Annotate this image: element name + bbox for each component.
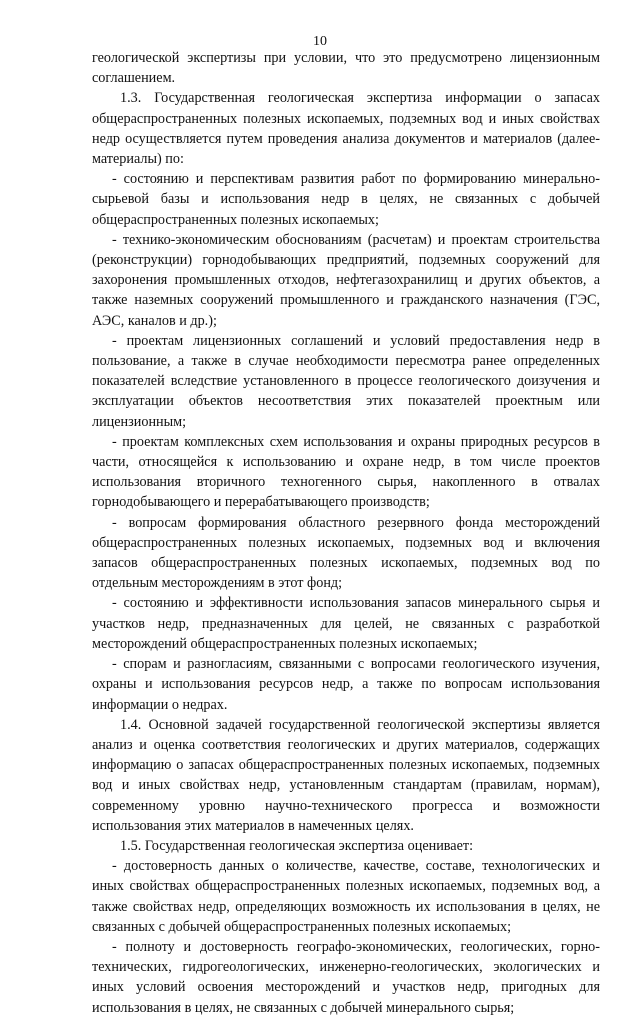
list-item: - проектам комплексных схем использования и охраны природных ресурсов в части, относящейся к использованию и охране недр, в том числе проектов использования вторичного техногенного сырья, накопленного в отвалах горнодобывающего и перерабатывающего производств; — [92, 433, 600, 511]
list-item: - спорам и разногласиям, связанными с вопросами геологического изучения, охраны и использования ресурсов недр, а также по вопросам использования информации о недрах. — [92, 656, 600, 713]
paragraph: 1.3. Государственная геологическая экспертиза информации о запасах общераспространенных полезных ископаемых, подземных вод и иных свойствах недр осуществляется путем проведения анализа документов и материалов (далее-материалы) по: — [92, 90, 600, 168]
list-item: - полноту и достоверность географо-экономических, геологических, горно-технических, гидрогеологических, инженерно-геологических, экологических и иных условий освоения месторождений и участков недр, пригодных для использования в целях, не связанных с добычей минерального сырья; — [92, 938, 600, 1016]
paragraph: 1.5. Государственная геологическая экспертиза оценивает: — [120, 837, 474, 854]
document-body — [92, 48, 600, 1018]
list-item: - технико-экономическим обоснованиям (расчетам) и проектам строительства (реконструкции) горнодобывающих предприятий, подземных сооружений для захоронения промышленных отходов, нефтегазохранилищ и других объектов, а также наземных сооружений промышленного и гражданского назначения (ГЭС, АЭС, каналов и др.); — [92, 231, 600, 329]
list-item: - вопросам формирования областного резервного фонда месторождений общераспространенных полезных ископаемых, подземных вод и включения запасов общераспространенных полезных ископаемых, подземных вод по отдельным месторождениям в этот фонд; — [92, 514, 600, 592]
paragraph: 1.4. Основной задачей государственной геологической экспертизы является анализ и оценка соответствия геологических и других материалов, содержащих информацию о запасах общераспространенных полезных ископаемых, подземных вод и иных свойствах недр, установленным стандартам (правилам, нормам), современному уровню научно-технического прогресса и возможности использования этих материалов в намеченных целях. — [92, 716, 600, 834]
list-item: - состоянию и перспективам развития работ по формированию минерально-сырьевой базы и использования недр в целях, не связанных с добычей общераспространенных полезных ископаемых; — [92, 171, 600, 228]
list-item: - проектам лицензионных соглашений и условий предоставления недр в пользование, а также в случае необходимости пересмотра ранее определенных показателей вследствие установленного в процессе геологического доизучения и эксплуатации объектов несоответствия этих показателей проектным или лицензионным; — [92, 332, 600, 430]
list-item: - достоверность данных о количестве, качестве, составе, технологических и иных свойствах общераспространенных полезных ископаемых, подземных вод, а также свойствах недр, определяющих возможность их использования в целях, не связанных с добычей общераспространенных полезных ископаемых; — [92, 858, 600, 935]
list-item: - состоянию и эффективности использования запасов минерального сырья и участков недр, предназначенных для целей, не связанных с разработкой месторождений общераспространенных полезных ископаемых; — [92, 595, 600, 652]
paragraph: геологической экспертизы при условии, что это предусмотрено лицензионным соглашением. — [92, 50, 600, 87]
page-number: 10 — [313, 34, 327, 49]
